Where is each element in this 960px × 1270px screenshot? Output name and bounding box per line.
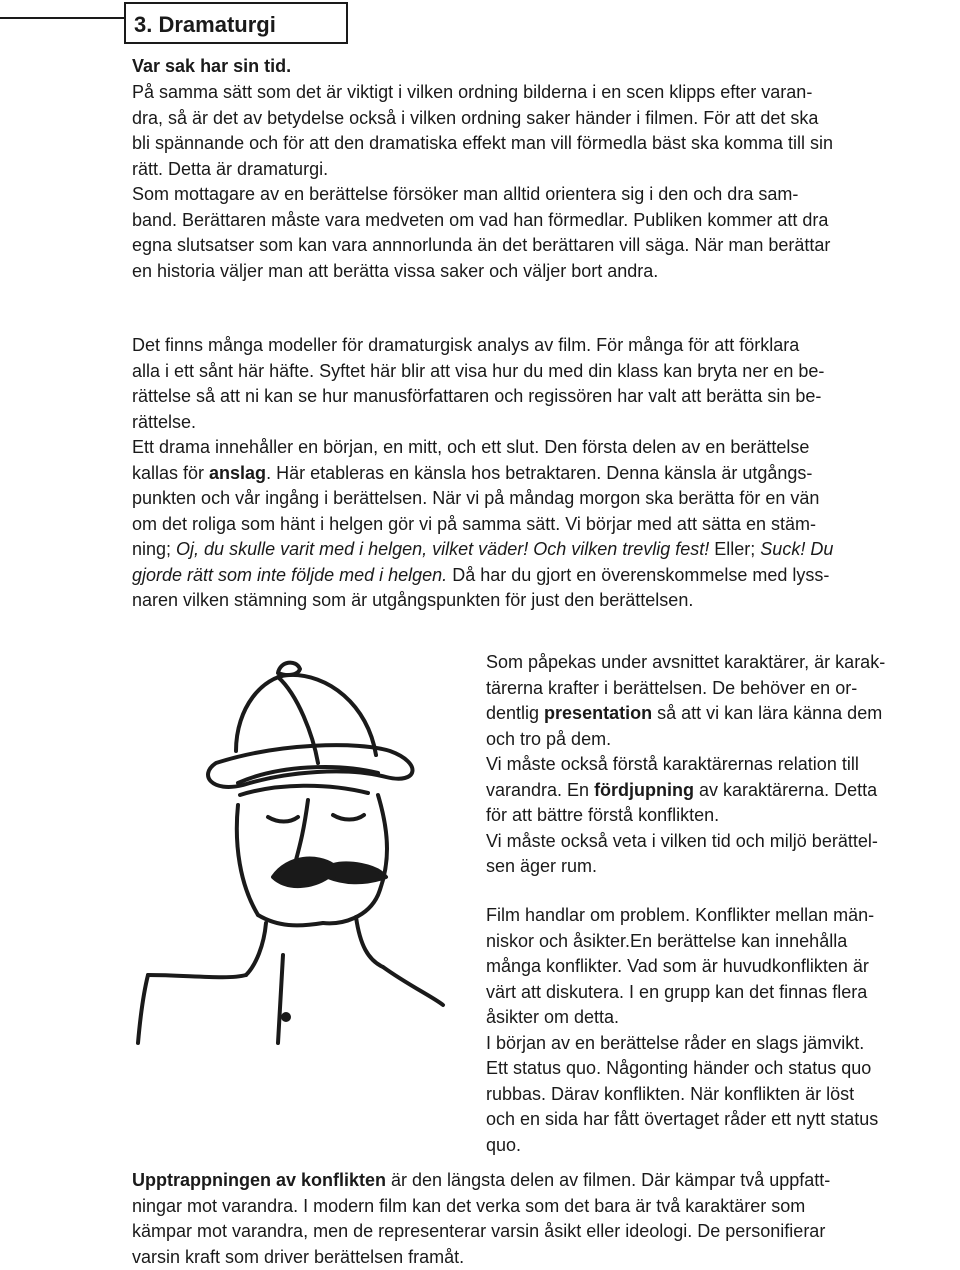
shirt-button bbox=[281, 1012, 291, 1022]
text-line: Som påpekas under avsnittet karaktärer, är karak- bbox=[486, 650, 956, 676]
text-line: rubbas. Därav konflikten. När konflikten är löst bbox=[486, 1082, 956, 1108]
text-line: Som mottagare av en berättelse försöker man alltid orientera sig i den och dra sam- bbox=[132, 182, 952, 208]
section-title-box bbox=[124, 2, 348, 44]
text-line bbox=[132, 1168, 952, 1194]
intro-paragraph bbox=[132, 80, 952, 284]
nose bbox=[296, 800, 308, 860]
text-line bbox=[486, 701, 956, 727]
text-line: quo. bbox=[486, 1133, 956, 1159]
text-line bbox=[132, 563, 952, 589]
shoulder-left bbox=[138, 975, 148, 1043]
text-line: Ett status quo. Någonting händer och status quo bbox=[486, 1056, 956, 1082]
text-run: är den längsta delen av filmen. Där kämpar två uppfatt- bbox=[386, 1170, 830, 1190]
brow-line bbox=[240, 786, 368, 795]
text-line: Film handlar om problem. Konflikter mellan män- bbox=[486, 903, 956, 929]
text-line: alla i ett sånt här häfte. Syftet här blir att visa hur du med din klass kan bryta ner en be- bbox=[132, 359, 952, 385]
neck-left bbox=[246, 923, 266, 975]
text-line bbox=[132, 461, 952, 487]
text-line: ningar mot varandra. I modern film kan det verka som det bara är två karaktärer som bbox=[132, 1194, 952, 1220]
text-line: Vi måste också förstå karaktärernas relation till bbox=[486, 752, 956, 778]
subtitle: Var sak har sin tid. bbox=[132, 56, 291, 77]
text-line: för att bättre förstå konflikten. bbox=[486, 803, 956, 829]
text-line: egna slutsatser som kan vara annnorlunda än det berättaren vill säga. När man berättar bbox=[132, 233, 952, 259]
conflict-paragraph bbox=[486, 903, 956, 1158]
characters-paragraph bbox=[486, 650, 956, 880]
section-title: 3. Dramaturgi bbox=[134, 12, 276, 38]
face-left bbox=[237, 805, 258, 915]
text-line: band. Berättaren måste vara medveten om vad han förmedlar. Publiken kommer att dra bbox=[132, 208, 952, 234]
left-eye bbox=[268, 817, 298, 822]
text-line: åsikter om detta. bbox=[486, 1005, 956, 1031]
term-anslag: anslag bbox=[209, 463, 266, 483]
shirt-line bbox=[278, 955, 283, 1043]
text-line: en historia väljer man att berätta vissa saker och väljer bort andra. bbox=[132, 259, 952, 285]
text-line: bli spännande och för att den dramatiska effekt man vill förmedla bäst ska komma till sin bbox=[132, 131, 952, 157]
header-rule bbox=[0, 17, 124, 19]
quote-text: Suck! Du bbox=[760, 539, 833, 559]
text-run: . Här etableras en känsla hos betraktaren. Denna känsla är utgångs- bbox=[266, 463, 812, 483]
text-line: punkten och vår ingång i berättelsen. När vi på måndag morgon ska berätta för en vän bbox=[132, 486, 952, 512]
term-upptrappning: Upptrappningen av konflikten bbox=[132, 1170, 386, 1190]
text-line: dra, så är det av betydelse också i vilken ordning saker händer i filmen. För att det ska bbox=[132, 106, 952, 132]
text-run: Eller; bbox=[709, 539, 760, 559]
text-line: Ett drama innehåller en början, en mitt, och ett slut. Den första delen av en berättelse bbox=[132, 435, 952, 461]
text-line: rätt. Detta är dramaturgi. bbox=[132, 157, 952, 183]
text-run: Då har du gjort en överenskommelse med lyss- bbox=[447, 565, 829, 585]
dramaturgy-paragraph bbox=[132, 333, 952, 614]
term-fordjupning: fördjupning bbox=[594, 780, 694, 800]
text-run: av karaktärerna. Detta bbox=[694, 780, 877, 800]
text-line: varsin kraft som driver berättelsen framåt. bbox=[132, 1245, 952, 1270]
text-line: Det finns många modeller för dramaturgisk analys av film. För många för att förklara bbox=[132, 333, 952, 359]
text-line bbox=[486, 778, 956, 804]
mustache bbox=[273, 859, 386, 886]
collar-left bbox=[148, 975, 246, 977]
text-line bbox=[132, 537, 952, 563]
text-run: kallas för bbox=[132, 463, 209, 483]
collar-right bbox=[383, 967, 443, 1005]
text-line: många konflikter. Vad som är huvudkonflikten är bbox=[486, 954, 956, 980]
text-line: Vi måste också veta i vilken tid och miljö berättel- bbox=[486, 829, 956, 855]
right-eye bbox=[333, 815, 364, 820]
text-run: ning; bbox=[132, 539, 176, 559]
text-line: rättelse så att ni kan se hur manusförfattaren och regissören har valt att berätta sin be- bbox=[132, 384, 952, 410]
text-line: och tro på dem. bbox=[486, 727, 956, 753]
text-run: dentlig bbox=[486, 703, 544, 723]
helmet-dome bbox=[236, 675, 376, 755]
text-line: niskor och åsikter.En berättelse kan innehålla bbox=[486, 929, 956, 955]
text-line: På samma sätt som det är viktigt i vilken ordning bilderna i en scen klipps efter varan- bbox=[132, 80, 952, 106]
text-run: varandra. En bbox=[486, 780, 594, 800]
text-line: sen äger rum. bbox=[486, 854, 956, 880]
quote-text: Oj, du skulle varit med i helgen, vilket väder! Och vilken trevlig fest! bbox=[176, 539, 709, 559]
pith-helmet-man-drawing bbox=[128, 655, 468, 1045]
text-line: och en sida har fått övertaget råder ett nytt status bbox=[486, 1107, 956, 1133]
text-line: kämpar mot varandra, men de representerar varsin åsikt eller ideologi. De personifierar bbox=[132, 1219, 952, 1245]
quote-text: gjorde rätt som inte följde med i helgen. bbox=[132, 565, 447, 585]
text-line: rättelse. bbox=[132, 410, 952, 436]
text-line: naren vilken stämning som är utgångspunkten för just den berättelsen. bbox=[132, 588, 952, 614]
text-line: värt att diskutera. I en grupp kan det finnas flera bbox=[486, 980, 956, 1006]
text-line: om det roliga som hänt i helgen gör vi på samma sätt. Vi börjar med att sätta en stäm- bbox=[132, 512, 952, 538]
text-line: tärerna krafter i berättelsen. De behöver en or- bbox=[486, 676, 956, 702]
escalation-paragraph bbox=[132, 1168, 952, 1270]
text-line: I början av en berättelse råder en slags jämvikt. bbox=[486, 1031, 956, 1057]
neck-right bbox=[356, 917, 383, 967]
text-run: så att vi kan lära känna dem bbox=[652, 703, 882, 723]
term-presentation: presentation bbox=[544, 703, 652, 723]
